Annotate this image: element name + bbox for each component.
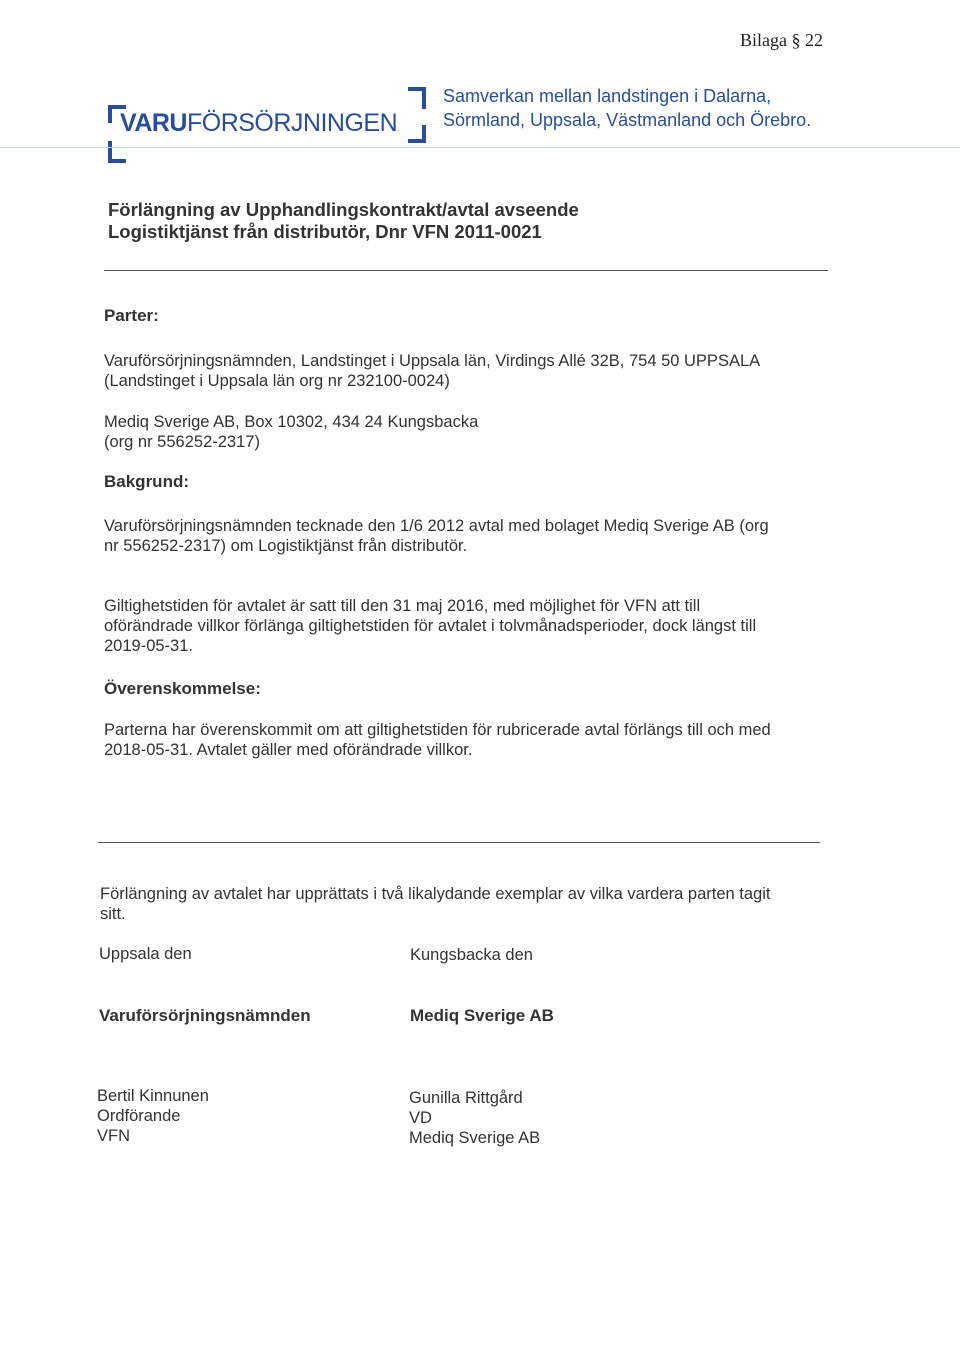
right-signatory-org: Mediq Sverige AB xyxy=(409,1129,541,1147)
parter-heading: Parter: xyxy=(104,306,159,325)
party1-line1: Varuförsörjningsnämnden, Landstinget i Uppsala län, Virdings Allé 32B, 754 50 UPPSALA xyxy=(104,352,761,370)
bakgrund-p2-line3: 2019-05-31. xyxy=(104,637,193,655)
party2 xyxy=(104,412,478,452)
bakgrund-heading: Bakgrund: xyxy=(104,472,189,491)
right-org: Mediq Sverige AB xyxy=(410,1006,554,1025)
right-place: Kungsbacka den xyxy=(410,946,533,964)
signature-divider xyxy=(98,842,820,843)
overenskommelse-line1: Parterna har överenskommit om att giltighetstiden för rubricerade avtal förlängs till och med xyxy=(104,721,771,739)
tagline-line2: Sörmland, Uppsala, Västmanland och Örebro. xyxy=(443,110,812,130)
right-signatory-name: Gunilla Rittgård xyxy=(409,1089,523,1107)
party1-line2: (Landstinget i Uppsala län org nr 232100-0024) xyxy=(104,372,450,390)
right-signatory-role: VD xyxy=(409,1109,432,1127)
logo-part1: VARU xyxy=(120,109,187,137)
overenskommelse-line2: 2018-05-31. Avtalet gäller med oförändrade villkor. xyxy=(104,741,473,759)
page-reference: Bilaga § 22 xyxy=(740,30,823,50)
left-place: Uppsala den xyxy=(99,945,192,963)
tagline xyxy=(443,84,811,132)
left-signatory-role: Ordförande xyxy=(97,1107,181,1125)
logo-bracket-bottom-right xyxy=(408,125,426,143)
closing-line2: sitt. xyxy=(100,905,126,923)
bakgrund-paragraph1 xyxy=(104,516,769,556)
header-rule xyxy=(0,147,960,148)
title-line1: Förlängning av Upphandlingskontrakt/avtal avseende xyxy=(108,199,579,220)
left-signatory xyxy=(97,1086,209,1146)
left-org: Varuförsörjningsnämnden xyxy=(99,1006,311,1025)
logo-bracket-bottom-left xyxy=(108,141,126,163)
title-line2: Logistiktjänst från distributör, Dnr VFN 2011-0021 xyxy=(108,221,542,242)
party1 xyxy=(104,351,760,391)
bakgrund-p2-line2: oförändrade villkor förlänga giltighetstiden för avtalet i tolvmånadsperioder, dock längst till xyxy=(104,617,757,635)
bakgrund-p2-line1: Giltighetstiden för avtalet är satt till den 31 maj 2016, med möjlighet för VFN att till xyxy=(104,597,701,615)
party2-line1: Mediq Sverige AB, Box 10302, 434 24 Kungsbacka xyxy=(104,413,479,431)
title-divider xyxy=(104,270,828,271)
varuforsorjningen-logo xyxy=(108,83,426,163)
left-signatory-org: VFN xyxy=(97,1127,130,1145)
logo-wordmark xyxy=(120,109,397,138)
left-signatory-name: Bertil Kinnunen xyxy=(97,1087,209,1105)
bakgrund-paragraph2 xyxy=(104,596,756,656)
closing-line1: Förlängning av avtalet har upprättats i två likalydande exemplar av vilka vardera parten tagit xyxy=(100,885,771,903)
document-title xyxy=(108,199,579,243)
bakgrund-p1-line2: nr 556252-2317) om Logistiktjänst från distributör. xyxy=(104,537,468,555)
right-signatory xyxy=(409,1088,540,1148)
party2-line2: (org nr 556252-2317) xyxy=(104,433,260,451)
logo-part2: FÖRSÖRJNINGEN xyxy=(186,109,398,137)
logo-bracket-top-right xyxy=(408,87,426,109)
bakgrund-p1-line1: Varuförsörjningsnämnden tecknade den 1/6 2012 avtal med bolaget Mediq Sverige AB (org xyxy=(104,517,769,535)
closing-paragraph xyxy=(100,884,770,924)
overenskommelse-paragraph xyxy=(104,720,771,760)
tagline-line1: Samverkan mellan landstingen i Dalarna, xyxy=(443,86,772,106)
overenskommelse-heading: Överenskommelse: xyxy=(104,679,261,698)
